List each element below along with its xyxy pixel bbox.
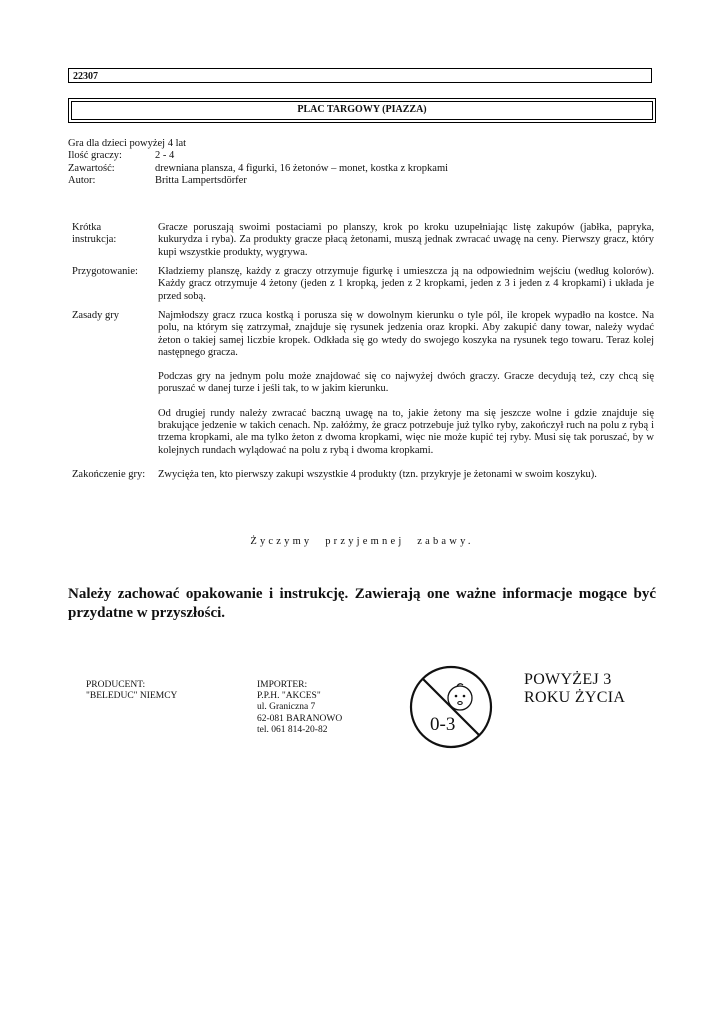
contents-label: Zawartość: [68,162,115,174]
author-value: Britta Lampertsdörfer [155,174,247,186]
game-title: PLAC TARGOWY (PIAZZA) [71,101,653,120]
rules-body [158,310,654,457]
short-instruction-text: Gracze poruszają swoimi postaciami po planszy, krok po kroku uzupełniając listę zakupów (jabłka, papryka, kukurydza i ryba). Za produkty gracze płacą żetonami, muszą jednak zwracać uwagę na ceny. Pierwszy gracz, który kupi wszystkie produkty, wygrywa. [158,222,654,258]
title-frame [68,98,656,123]
importer-city: 62-081 BARANOWO [257,713,343,724]
age-warning-text [524,671,625,707]
importer-label: IMPORTER: [257,680,308,690]
importer-phone: tel. 061 814-20-82 [257,724,328,735]
players-value: 2 - 4 [155,150,175,162]
importer-name: P.P.H. "AKCES" [257,691,321,702]
game-end-text: Zwycięża ten, kto pierwszy zakupi wszystkie 4 produkty (tzn. przykryje je żetonami w swoim koszyku). [158,469,597,480]
product-code-box [68,68,652,83]
baby-face-icon [448,684,472,710]
importer-street: ul. Graniczna 7 [257,702,316,713]
game-end-label: Zakończenie gry: [72,469,146,480]
producer-label: PRODUCENT: [86,680,146,690]
age-warning-line-1: POWYŻEJ 3 [524,671,612,688]
players-label: Ilość graczy: [68,150,122,162]
age-warning-line-2: ROKU ŻYCIA [524,689,626,706]
producer-name: "BELEDUC" NIEMCY [86,691,178,702]
preparation-text: Kładziemy planszę, każdy z graczy otrzymuje figurkę i umieszcza ją na odpowiednim wejściu (według kolorów). Każdy gracz otrzymuje 4 żetony (jeden z 1 kropką, jeden z 2 kropkami, jeden z 3 i jeden z 4 kropkami) i układa je przed sobą. [158,266,654,302]
rules-label: Zasady gry [72,310,119,321]
packaging-warning: Należy zachować opakowanie i instrukcję. Zawierają one ważne informacje mogące być przydatne w przyszłości. [68,586,656,621]
rules-paragraph-1: Najmłodszy gracz rzuca kostką i porusza się w dowolnym kierunku o tyle pól, ile kropek wypadło na kostce. Na polu, na którym się zatrzymał, znajduje się rysunek jedzenia oraz kropki. Aby zakupić dany towar, należy wydać żeton o takiej samej liczbie kropek. Odkłada się go wtedy do swojego koszyka na rysunek tego towaru. Teraz kolej następnego gracza. [158,310,654,358]
producer-block [86,680,177,702]
age-range-label: 0-3 [430,714,456,735]
rules-paragraph-2: Podczas gry na jednym polu może znajdować się co najwyżej dwóch graczy. Gracze decydują też, czy chcą się poruszać w danej turze i jeśli tak, to w jakim kierunku. [158,371,654,395]
author-row [68,175,448,187]
closing-wish: Życzymy przyjemnej zabawy. [250,536,474,547]
short-instruction-label: Krótka instrukcja: [72,222,117,246]
age-line: Gra dla dzieci powyżej 4 lat [68,138,187,149]
contents-row [68,163,448,175]
players-row [68,150,448,162]
product-code: 22307 [73,71,98,82]
contents-value: drewniana plansza, 4 figurki, 16 żetonów – monet, kostka z kropkami [155,162,449,174]
game-info [68,138,448,187]
preparation-label: Przygotowanie: [72,266,138,277]
rules-paragraph-3: Od drugiej rundy należy zwracać baczną uwagę na to, jakie żetony ma się jeszcze wolne i gdzie znajduje się brakujące jedzenie w takich cenach. Np. załóżmy, że gracz potrzebuje już tylko ryby, zakończył ruch na polu z rybą i trzema kropkami, ale ma tylko żeton z dwoma kropkami, więc nie może kupić tej ryby. Musi się tak poruszać, by w kolejnych rundach wylądować na polu z rybą i dwoma kropkami. [158,407,654,456]
author-label: Autor: [68,174,96,186]
age-restriction-icon [408,664,494,750]
importer-block [257,680,342,736]
